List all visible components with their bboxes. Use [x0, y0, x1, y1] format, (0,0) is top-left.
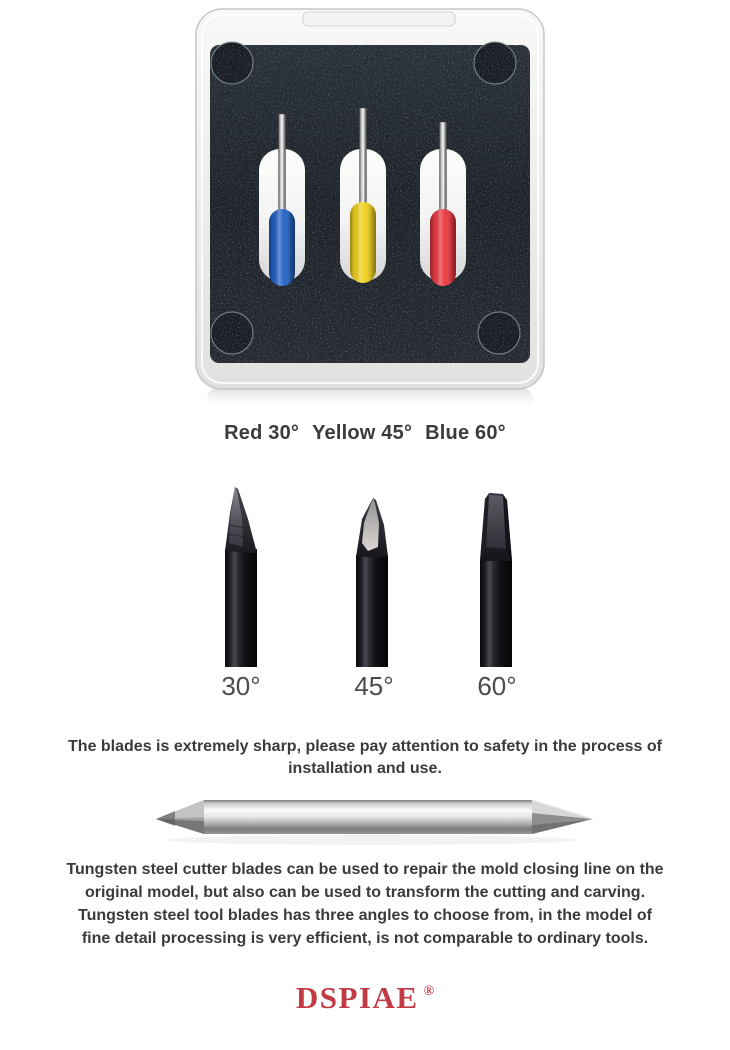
blade-cap-red [430, 209, 456, 286]
product-case-photo [195, 8, 545, 410]
warning-line-1: The blades is extremely sharp, please pay attention to safety in the process of [68, 738, 662, 755]
case-reflection [207, 388, 533, 410]
angle-caption-red: Red 30° [224, 422, 300, 444]
rod-body [204, 800, 532, 834]
rod-shadow [167, 835, 577, 845]
brand-name: DSPIAE [295, 980, 419, 1015]
closeup-label-60: 60° [477, 671, 517, 701]
warning-text [0, 736, 730, 780]
angle-caption [0, 422, 730, 445]
blade-closeup-60-photo [441, 481, 551, 667]
case-lid-tab [303, 12, 455, 26]
rod-right-bevel-tip [532, 800, 593, 834]
blade-closeup-30-photo [186, 481, 296, 667]
closeup-label-30: 30° [221, 671, 261, 701]
rod-left-cone-tip [156, 800, 204, 834]
description-line-2: original model, but also can be used to transform the cutting and carving. [84, 884, 646, 901]
blade-cap-yellow [350, 202, 376, 283]
closeup-label-45: 45° [354, 671, 394, 701]
angle-caption-blue: Blue 60° [425, 422, 506, 444]
warning-line-2: installation and use. [288, 760, 442, 777]
description-text [0, 858, 730, 950]
tungsten-blade-photo [147, 789, 597, 849]
blade-closeup-45-photo [317, 481, 427, 667]
angle-caption-yellow: Yellow 45° [312, 422, 413, 444]
description-line-3: Tungsten steel tool blades has three angles to choose from, in the model of [77, 907, 652, 924]
brand-logo [0, 980, 730, 1016]
description-line-1: Tungsten steel cutter blades can be used to repair the mold closing line on the [66, 861, 664, 878]
description-line-4: fine detail processing is very efficient, is not comparable to ordinary tools. [81, 930, 649, 947]
registered-trademark-icon: ® [423, 984, 435, 999]
blade-cap-blue [269, 209, 295, 286]
